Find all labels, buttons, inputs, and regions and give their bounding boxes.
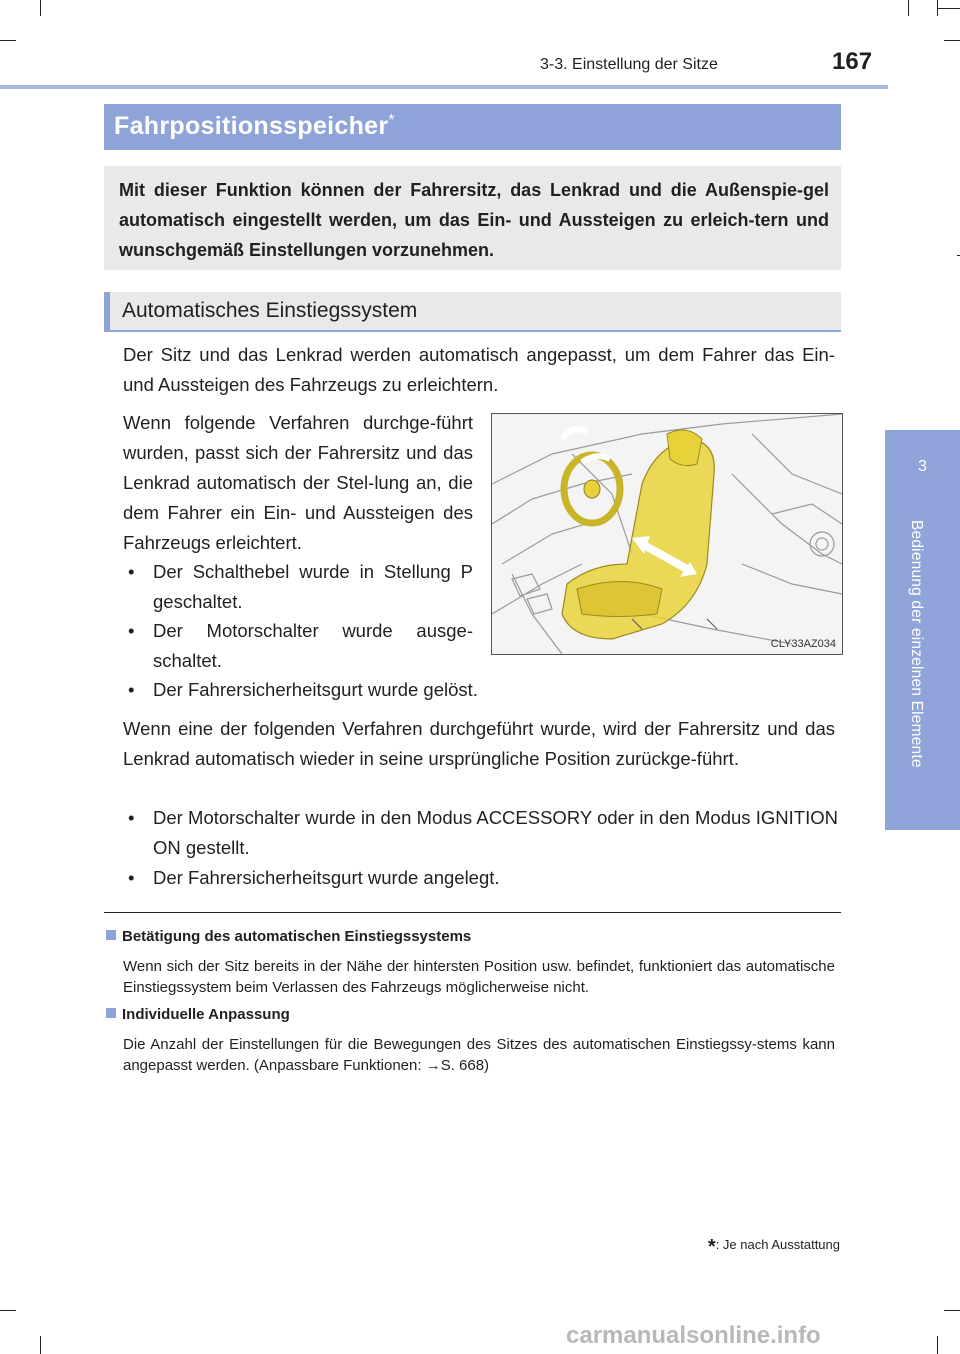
note-square-icon: [106, 1008, 116, 1018]
bullet-text: Der Schalthebel wurde in Stellung P geschaltet.: [153, 561, 473, 612]
footnote-star: *: [707, 1236, 716, 1258]
section-heading: [104, 104, 841, 150]
bullet-item: [128, 863, 838, 893]
chapter-title: Bedienung der einzelnen Elemente: [908, 520, 925, 768]
notes-divider: [104, 912, 841, 913]
bullet-text: Der Motorschalter wurde ausge-schaltet.: [153, 620, 473, 671]
car-interior-drawing: [492, 414, 842, 654]
intro-text: Mit dieser Funktion können der Fahrersitz, das Lenkrad und die Außenspie-gel automatisch eingestellt werden, um das Ein- und Aussteigen zu erleich-tern und wunschgemäß Einstellungen vorzunehmen.: [119, 180, 829, 260]
bullet-text: Der Fahrersicherheitsgurt wurde gelöst.: [153, 679, 478, 700]
section-title: Fahrpositionsspeicher: [114, 112, 389, 140]
crop-mark: [40, 1336, 41, 1354]
crop-mark: [944, 40, 960, 41]
crop-mark: [0, 1310, 16, 1311]
page-number: 167: [832, 48, 873, 75]
subsection-heading: [104, 292, 841, 332]
bullet-dot: •: [128, 561, 135, 582]
bullet-text: Der Motorschalter wurde in den Modus ACCESSORY oder in den Modus IGNITION ON gestellt.: [153, 807, 838, 858]
seat-illustration: [491, 413, 843, 655]
note-square-icon: [106, 930, 116, 940]
crop-mark: [908, 0, 909, 16]
crop-mark: [40, 0, 41, 16]
crop-mark: [0, 40, 16, 41]
paragraph-2: Wenn folgende Verfahren durchge-führt wurden, passt sich der Fahrersitz und das Lenkrad automatisch der Stel-lung an, die dem Fahrer ein Ein- und Aussteigen des Fahrzeugs erleichtert.: [123, 412, 473, 553]
bullet-item: [128, 557, 473, 617]
note-heading: [106, 1006, 290, 1023]
note-heading: [106, 928, 471, 945]
bullet-item: [128, 803, 838, 863]
footnote: [680, 1236, 840, 1259]
bullet-dot: •: [128, 679, 135, 700]
note-text: Die Anzahl der Einstellungen für die Bewegungen des Sitzes des automatischen Einstiegssy-stems kann angepasst werden. (Anpassbare Funktionen: →S. 668): [123, 1036, 835, 1074]
bullet-item: [128, 675, 828, 705]
subsection-title: Automatisches Einstiegssystem: [122, 299, 418, 322]
chapter-number: 3: [918, 458, 927, 475]
note-text: Wenn sich der Sitz bereits in der Nähe der hintersten Position usw. befindet, funktioniert das automatische Einstiegssystem beim Verlassen des Fahrzeugs möglicherweise nicht.: [123, 958, 835, 996]
intro-box: [104, 166, 841, 270]
bullet-item: [128, 616, 473, 676]
note-heading-text: Individuelle Anpassung: [122, 1006, 290, 1023]
header-rule: [0, 85, 888, 89]
footnote-text: : Je nach Ausstattung: [715, 1237, 840, 1252]
bullet-dot: •: [128, 620, 135, 641]
paragraph-1: Der Sitz und das Lenkrad werden automatisch angepasst, um dem Fahrer das Ein- und Aussteigen des Fahrzeugs zu erleichtern.: [123, 344, 835, 395]
bullet-dot: •: [128, 807, 135, 828]
bullet-dot: •: [128, 867, 135, 888]
paragraph-3: Wenn eine der folgenden Verfahren durchgeführt wurde, wird der Fahrersitz und das Lenkrad automatisch wieder in seine ursprüngliche Position zurückge-führt.: [123, 718, 835, 769]
bullet-text: Der Fahrersicherheitsgurt wurde angelegt.: [153, 867, 500, 888]
crop-mark: [937, 8, 960, 9]
note-heading-text: Betätigung des automatischen Einstiegssystems: [122, 928, 472, 945]
running-header: 3-3. Einstellung der Sitze: [540, 56, 718, 73]
chapter-tab[interactable]: [885, 430, 960, 830]
heading-accent-bar: [104, 292, 110, 332]
footnote-mark: *: [388, 112, 395, 129]
crop-mark: [944, 1310, 960, 1311]
illustration-code: CLY33AZ034: [770, 638, 836, 650]
watermark: carmanualsonline.info: [566, 1322, 821, 1349]
crop-mark: [937, 1336, 938, 1354]
